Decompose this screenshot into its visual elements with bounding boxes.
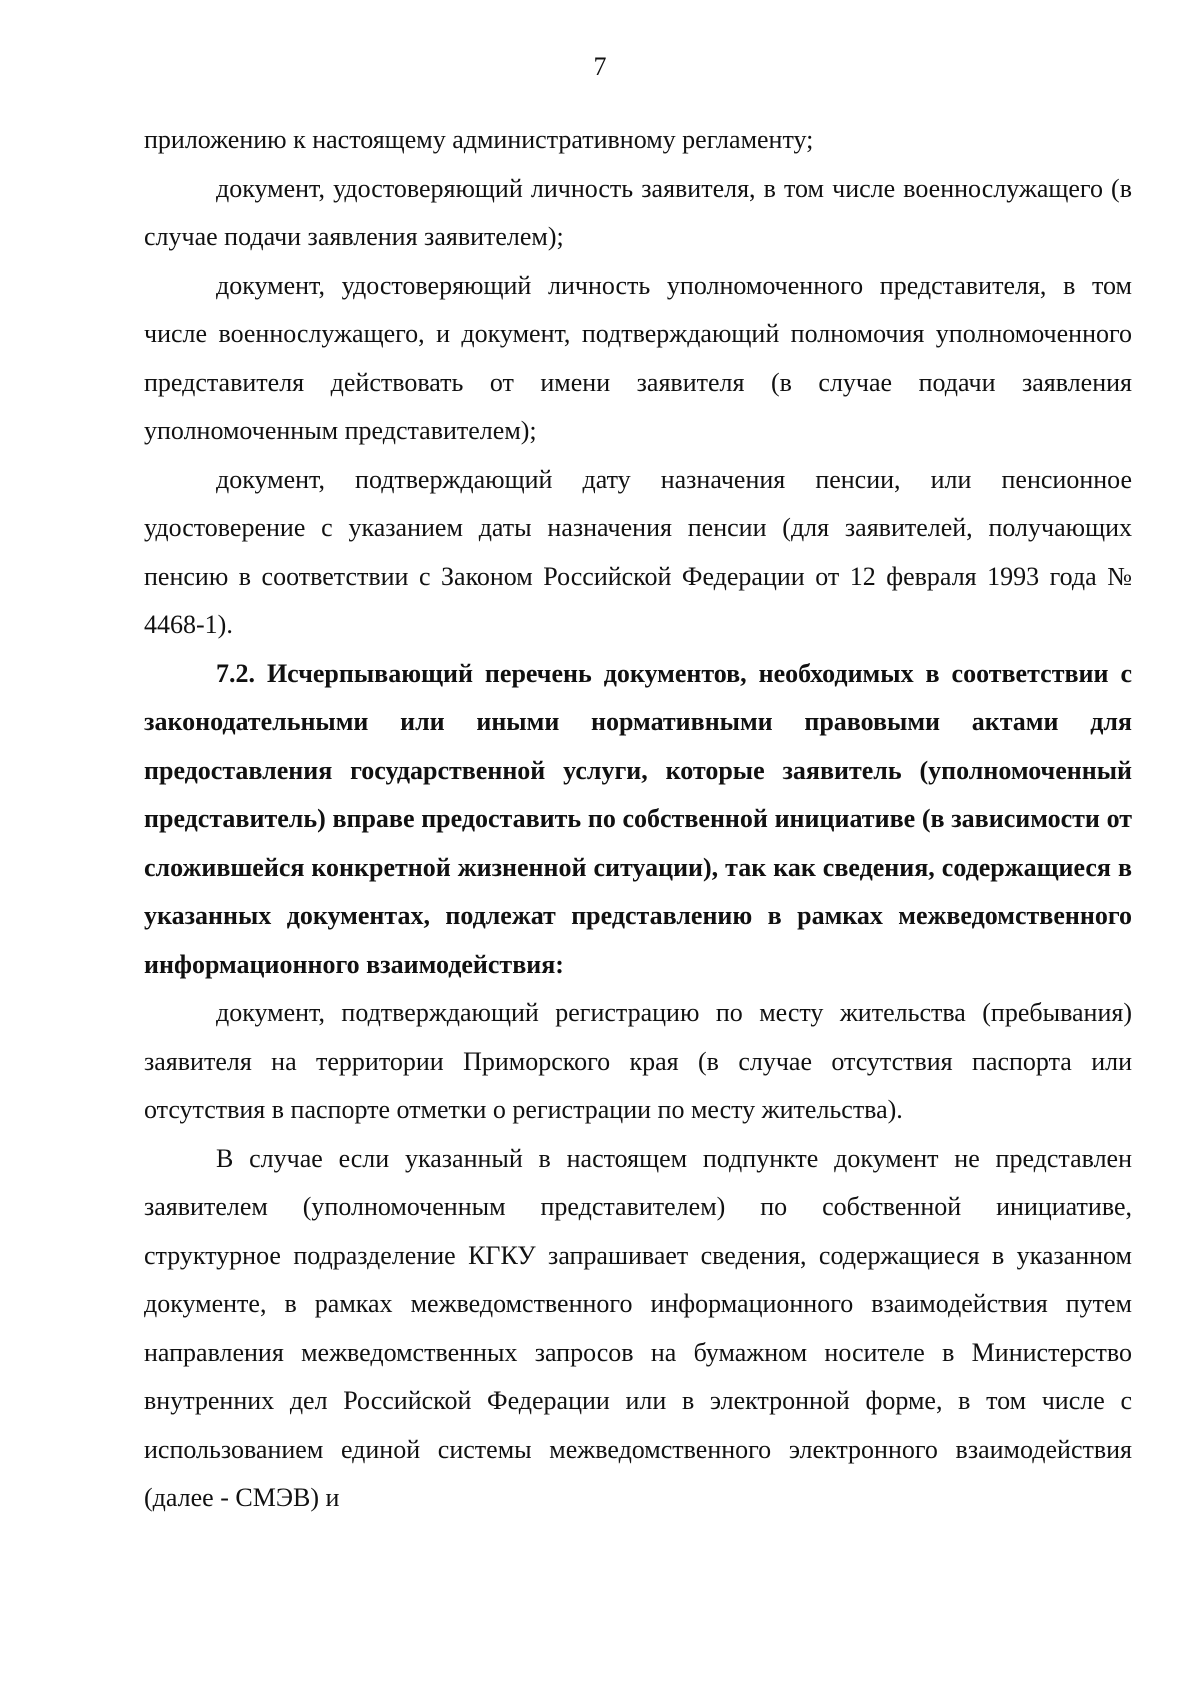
paragraph-interagency-request: В случае если указанный в настоящем подпункте документ не представлен заявителем (уполномоченным представителем) по собственной инициативе, структурное подразделение КГКУ запрашивает сведения, содержащиеся в указанном документе, в рамках межведомственного информационного взаимодействия путем направления межведомственных запросов на бумажном носителе в Министерство внутренних дел Российской Федерации или в электронной форме, в том числе с использованием единой системы межведомственного электронного взаимодействия (далее - СМЭВ) и [144,1143,1132,1512]
page-number: 7 [593,52,607,81]
paragraph-applicant-id: документ, удостоверяющий личность заявителя, в том числе военнослужащего (в случае подачи заявления заявителем); [144,173,1132,251]
paragraph-representative-id: документ, удостоверяющий личность уполномоченного представителя, в том числе военнослужащего, и документ, подтверждающий полномочия уполномоченного представителя действовать от имени заявителя (в случае подачи заявления уполномоченным представителем); [144,270,1132,445]
paragraph-pension-document: документ, подтверждающий дату назначения пенсии, или пенсионное удостоверение с указанием даты назначения пенсии (для заявителей, получающих пенсию в соответствии с Законом Российской Федерации от 12 февраля 1993 года № 4468-1). [144,464,1132,639]
paragraph-registration-document: документ, подтверждающий регистрацию по месту жительства (пребывания) заявителя на территории Приморского края (в случае отсутствия паспорта или отсутствия в паспорте отметки о регистрации по месту жительства). [144,998,1132,1124]
paragraph-continuation: приложению к настоящему административному регламенту; [144,125,814,154]
document-body [144,116,1132,1523]
section-heading-7-2: 7.2. Исчерпывающий перечень документов, необходимых в соответствии с законодательными или иными нормативными правовыми актами для предоставления государственной услуги, которые заявитель (уполномоченный представитель) вправе предоставить по собственной инициативе (в зависимости от сложившейся конкретной жизненной ситуации), так как сведения, содержащиеся в указанных документах, подлежат представлению в рамках межведомственного информационного взаимодействия: [144,658,1132,979]
